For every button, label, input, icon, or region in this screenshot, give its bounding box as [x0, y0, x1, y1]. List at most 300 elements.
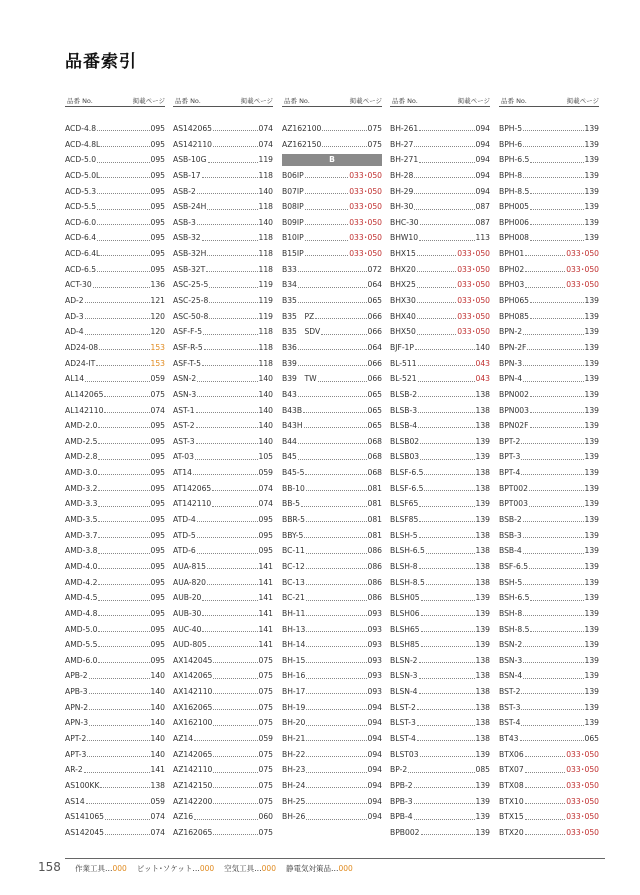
- page-reference: 139: [475, 499, 490, 509]
- leader-dots: [98, 427, 149, 428]
- part-number: ASC-50-8: [173, 311, 209, 321]
- page-reference: 033･050: [566, 812, 599, 822]
- part-number: BSN-4: [499, 671, 523, 681]
- index-entry: [173, 277, 273, 293]
- part-number: BL-511: [390, 358, 417, 368]
- leader-dots: [98, 537, 149, 538]
- leader-dots: [523, 381, 583, 382]
- index-entry: [390, 622, 490, 638]
- part-number: BH-22: [282, 749, 306, 759]
- page-reference: 064: [367, 280, 382, 290]
- index-entry: [499, 152, 599, 168]
- page-reference: 139: [584, 421, 599, 431]
- part-number: BSH-8.5: [499, 624, 530, 634]
- index-entry: [390, 152, 490, 168]
- index-entry: [390, 434, 490, 450]
- part-number: BTX10: [499, 796, 524, 806]
- index-entry: [390, 559, 490, 575]
- page-reference: 138: [475, 655, 490, 665]
- leader-dots: [305, 255, 349, 256]
- part-number: BLSH06: [390, 608, 420, 618]
- page-reference: 093: [367, 687, 382, 697]
- part-number: BPT-2: [499, 436, 521, 446]
- part-number: BHX50: [390, 327, 416, 337]
- index-column: [282, 94, 382, 822]
- leader-dots: [306, 600, 367, 601]
- index-entry: [173, 731, 273, 747]
- index-entry: [173, 637, 273, 653]
- leader-dots: [306, 631, 366, 632]
- index-entry: [65, 262, 165, 278]
- page-reference: 113: [475, 233, 490, 243]
- part-number: BB-10: [282, 483, 305, 493]
- leader-dots: [195, 459, 258, 460]
- page-reference: 087: [475, 217, 490, 227]
- leader-dots: [213, 693, 257, 694]
- part-number: AZ14: [173, 733, 194, 743]
- column-header-right: 掲載ページ: [132, 97, 165, 105]
- leader-dots: [426, 584, 475, 585]
- leader-dots: [530, 209, 584, 210]
- part-number: ASB-17: [173, 170, 201, 180]
- column-header: [282, 94, 382, 107]
- leader-dots: [521, 459, 583, 460]
- index-entry: [173, 606, 273, 622]
- footer-link[interactable]: [75, 864, 127, 873]
- index-entry: [499, 825, 599, 841]
- leader-dots: [105, 819, 149, 820]
- index-entry: [282, 528, 382, 544]
- footer-link-label: 空気工具…: [224, 864, 262, 873]
- part-number: AT142110: [173, 499, 212, 509]
- leader-dots: [213, 725, 257, 726]
- index-entry: [65, 356, 165, 372]
- leader-dots: [530, 600, 583, 601]
- page-reference: 141: [258, 624, 273, 634]
- leader-dots: [523, 584, 583, 585]
- leader-dots: [93, 287, 150, 288]
- page-reference: 095: [150, 655, 165, 665]
- leader-dots: [521, 474, 583, 475]
- footer-link-label: 静電気対策品…: [285, 864, 339, 873]
- page-reference: 138: [475, 468, 490, 478]
- page-reference: 139: [584, 655, 599, 665]
- part-number: BLST-4: [390, 733, 416, 743]
- index-entry: [173, 449, 273, 465]
- part-number: BST-2: [499, 687, 521, 697]
- page-reference: 066: [367, 311, 382, 321]
- leader-dots: [419, 537, 475, 538]
- footer-link-label: ビット･ソケット…: [136, 864, 200, 873]
- part-number: BSH-6.5: [499, 593, 530, 603]
- page-reference: 094: [475, 186, 490, 196]
- part-number: BLST03: [390, 749, 419, 759]
- page-reference: 140: [258, 436, 273, 446]
- page-reference: 139: [584, 640, 599, 650]
- part-number: BPB-4: [390, 812, 413, 822]
- index-entry: [65, 731, 165, 747]
- index-entry: [499, 309, 599, 325]
- index-entry: [499, 356, 599, 372]
- part-number: BPN02F: [499, 421, 529, 431]
- part-number: AMD-6.0: [65, 655, 98, 665]
- index-entry: [65, 528, 165, 544]
- index-entry: [65, 809, 165, 825]
- leader-dots: [529, 490, 584, 491]
- page-reference: 075: [367, 139, 382, 149]
- part-number: AMD-2.8: [65, 452, 98, 462]
- index-entry: [390, 731, 490, 747]
- leader-dots: [420, 756, 475, 757]
- index-entry: [499, 137, 599, 153]
- leader-dots: [419, 568, 475, 569]
- leader-dots: [306, 772, 366, 773]
- footer-divider: [65, 858, 605, 859]
- page-reference: 095: [150, 515, 165, 525]
- index-entry: [390, 246, 490, 262]
- page-reference: 153: [150, 342, 165, 352]
- page-reference: 043: [475, 374, 490, 384]
- index-entry: [65, 668, 165, 684]
- index-entry: [282, 465, 382, 481]
- page-reference: 139: [584, 702, 599, 712]
- page-reference: 095: [150, 264, 165, 274]
- leader-dots: [525, 271, 565, 272]
- page-reference: 093: [367, 655, 382, 665]
- part-number: BTX20: [499, 827, 524, 837]
- index-entry: [65, 559, 165, 575]
- index-entry: [65, 543, 165, 559]
- part-number: B39 TW: [282, 374, 317, 384]
- page-reference: 033･050: [457, 280, 490, 290]
- index-column: [390, 94, 490, 837]
- part-number: BPH085: [499, 311, 529, 321]
- index-entry: [282, 137, 382, 153]
- part-number: B39: [282, 358, 297, 368]
- part-number: BPN-3: [499, 358, 523, 368]
- index-entry: [173, 762, 273, 778]
- part-number: AZ162150: [282, 139, 322, 149]
- index-entry: [499, 622, 599, 638]
- index-entry: [390, 653, 490, 669]
- leader-dots: [304, 427, 367, 428]
- page-reference: 095: [150, 436, 165, 446]
- index-entry: [282, 778, 382, 794]
- index-entry: [390, 168, 490, 184]
- leader-dots: [202, 631, 257, 632]
- part-number: AS14: [65, 796, 85, 806]
- index-entry: [390, 543, 490, 559]
- leader-dots: [419, 162, 474, 163]
- page-reference: 094: [367, 812, 382, 822]
- index-entry: [173, 356, 273, 372]
- index-entry: [173, 387, 273, 403]
- page-reference: 139: [475, 593, 490, 603]
- part-number: AT14: [173, 468, 192, 478]
- leader-dots: [98, 490, 149, 491]
- index-entry: [499, 168, 599, 184]
- leader-dots: [98, 631, 149, 632]
- page-reference: 139: [584, 515, 599, 525]
- part-number: B36: [282, 342, 297, 352]
- index-entry: [173, 152, 273, 168]
- part-number: BPH03: [499, 280, 525, 290]
- leader-dots: [525, 255, 565, 256]
- page-reference: 138: [475, 718, 490, 728]
- index-entry: [499, 199, 599, 215]
- part-number: BTX06: [499, 749, 524, 759]
- index-entry: [499, 512, 599, 528]
- page-reference: 095: [150, 640, 165, 650]
- footer-link[interactable]: [286, 864, 353, 873]
- part-number: BPH-8: [499, 170, 523, 180]
- part-number: BH-13: [282, 624, 306, 634]
- part-number: AX162100: [173, 718, 213, 728]
- page-reference: 138: [475, 561, 490, 571]
- page-reference: 139: [584, 358, 599, 368]
- page-reference: 138: [475, 421, 490, 431]
- part-number: BPN003: [499, 405, 529, 415]
- page-reference: 033･050: [457, 249, 490, 259]
- leader-dots: [305, 224, 349, 225]
- page-reference: 075: [258, 749, 273, 759]
- part-number: APB-2: [65, 671, 88, 681]
- part-number: BPN002: [499, 389, 529, 399]
- leader-dots: [305, 209, 349, 210]
- page-reference: 095: [150, 139, 165, 149]
- page-reference: 094: [367, 765, 382, 775]
- part-number: BP-2: [390, 765, 408, 775]
- page-reference: 033･050: [349, 170, 382, 180]
- index-entry: [390, 324, 490, 340]
- part-number: BPH005: [499, 202, 529, 212]
- leader-dots: [527, 349, 583, 350]
- page-reference: 153: [150, 358, 165, 368]
- index-entry: [390, 418, 490, 434]
- part-number: B43H: [282, 421, 303, 431]
- part-number: AZ142200: [173, 796, 213, 806]
- index-entry: [499, 668, 599, 684]
- page-reference: 139: [584, 233, 599, 243]
- page-reference: 081: [367, 483, 382, 493]
- leader-dots: [417, 318, 456, 319]
- leader-dots: [306, 803, 366, 804]
- page-reference: 033･050: [566, 249, 599, 259]
- index-entry: [282, 715, 382, 731]
- index-entry: [282, 403, 382, 419]
- part-number: AX142045: [173, 655, 213, 665]
- index-entry: [173, 575, 273, 591]
- page-reference: 059: [150, 374, 165, 384]
- index-entry: [499, 637, 599, 653]
- page-reference: 074: [258, 124, 273, 133]
- page-reference: 138: [475, 389, 490, 399]
- leader-dots: [97, 209, 149, 210]
- part-number: BH-271: [390, 155, 419, 165]
- leader-dots: [424, 474, 474, 475]
- part-number: BPH-6: [499, 139, 523, 149]
- index-entry: [65, 715, 165, 731]
- leader-dots: [306, 584, 367, 585]
- leader-dots: [417, 302, 456, 303]
- leader-dots: [202, 600, 257, 601]
- page-reference: 095: [258, 530, 273, 540]
- page-reference: 094: [367, 733, 382, 743]
- part-number: AMD-3.5: [65, 515, 98, 525]
- part-number: B43B: [282, 405, 303, 415]
- page-reference: 075: [367, 124, 382, 133]
- leader-dots: [97, 162, 149, 163]
- part-number: BH-26: [282, 812, 306, 822]
- part-number: BLSB03: [390, 452, 420, 462]
- leader-dots: [207, 568, 257, 569]
- leader-dots: [298, 271, 367, 272]
- index-entry: [499, 715, 599, 731]
- part-number: AZ142065: [173, 749, 213, 759]
- page-reference: 033･050: [566, 749, 599, 759]
- index-entry: [282, 371, 382, 387]
- part-number: AMD-4.2: [65, 577, 98, 587]
- leader-dots: [209, 318, 257, 319]
- page-reference: 074: [258, 499, 273, 509]
- leader-dots: [523, 537, 584, 538]
- leader-dots: [315, 318, 366, 319]
- page-reference: 141: [150, 765, 165, 775]
- page-reference: 139: [584, 593, 599, 603]
- leader-dots: [418, 427, 474, 428]
- leader-dots: [197, 224, 258, 225]
- page-reference: 139: [584, 577, 599, 587]
- index-entry: [499, 465, 599, 481]
- part-number: B10IP: [282, 233, 304, 243]
- index-entry: [173, 794, 273, 810]
- leader-dots: [306, 693, 366, 694]
- part-number: BLSB02: [390, 436, 420, 446]
- footer-link[interactable]: [137, 864, 214, 873]
- leader-dots: [421, 631, 475, 632]
- page-reference: 095: [150, 468, 165, 478]
- leader-dots: [306, 553, 367, 554]
- part-number: BPT002: [499, 483, 528, 493]
- part-number: BBR-5: [282, 515, 305, 525]
- index-entry: [499, 387, 599, 403]
- leader-dots: [322, 130, 366, 131]
- part-number: AMD-3.3: [65, 499, 98, 509]
- leader-dots: [523, 177, 583, 178]
- leader-dots: [414, 819, 475, 820]
- index-entry: [390, 465, 490, 481]
- index-entry: [282, 230, 382, 246]
- part-number: B44: [282, 436, 297, 446]
- index-entry: [173, 512, 273, 528]
- part-number: AL142110: [65, 405, 104, 415]
- part-number: BH-11: [282, 608, 306, 618]
- page-reference: 033･050: [566, 827, 599, 837]
- page-reference: 141: [258, 640, 273, 650]
- page-reference: 118: [258, 202, 273, 212]
- part-number: AZ162100: [282, 124, 322, 133]
- part-number: BH-20: [282, 718, 306, 728]
- page-reference: 139: [584, 546, 599, 556]
- part-number: AUB-20: [173, 593, 202, 603]
- part-number: AS142110: [173, 139, 213, 149]
- index-entry: [173, 309, 273, 325]
- leader-dots: [523, 334, 583, 335]
- part-number: BLSN-3: [390, 671, 418, 681]
- leader-dots: [84, 772, 150, 773]
- index-entry: [173, 496, 273, 512]
- page-reference: 094: [367, 780, 382, 790]
- part-number: AUA-820: [173, 577, 207, 587]
- index-entry: [390, 809, 490, 825]
- part-number: B06IP: [282, 170, 304, 180]
- part-number: BC-12: [282, 561, 305, 571]
- page-reference: 093: [367, 640, 382, 650]
- index-entry: [499, 215, 599, 231]
- page-reference: 139: [584, 186, 599, 196]
- part-number: AS100KK: [65, 780, 100, 790]
- index-entry: [282, 496, 382, 512]
- part-number: APB-3: [65, 687, 88, 697]
- page-reference: 118: [258, 170, 273, 180]
- page-reference: 060: [258, 812, 273, 822]
- part-number: BLSH85: [390, 640, 420, 650]
- part-number: APT-2: [65, 733, 87, 743]
- footer-link[interactable]: [224, 864, 276, 873]
- page-reference: 066: [367, 327, 382, 337]
- page-reference: 140: [150, 671, 165, 681]
- index-entry: [282, 215, 382, 231]
- leader-dots: [196, 443, 258, 444]
- page-reference: 066: [367, 374, 382, 384]
- index-entry: [173, 715, 273, 731]
- leader-dots: [525, 287, 565, 288]
- index-entry: [499, 449, 599, 465]
- page-reference: 139: [584, 374, 599, 384]
- index-entry: [173, 653, 273, 669]
- index-entry: [173, 168, 273, 184]
- part-number: BH-30: [390, 202, 414, 212]
- page-reference: 094: [475, 139, 490, 149]
- leader-dots: [87, 740, 149, 741]
- part-number: BHX40: [390, 311, 416, 321]
- index-entry: [499, 731, 599, 747]
- page-reference: 121: [150, 296, 165, 306]
- part-number: AMD-3.8: [65, 546, 98, 556]
- page-reference: 075: [258, 655, 273, 665]
- index-entry: [65, 684, 165, 700]
- page-reference: 140: [258, 374, 273, 384]
- leader-dots: [202, 615, 257, 616]
- page-reference: 119: [258, 311, 273, 321]
- page-reference: 094: [367, 749, 382, 759]
- part-number: BH-14: [282, 640, 306, 650]
- column-header-left: 品番 No.: [284, 97, 310, 105]
- part-number: B15IP: [282, 249, 304, 259]
- leader-dots: [97, 130, 149, 131]
- part-number: BH-16: [282, 671, 306, 681]
- leader-dots: [521, 709, 583, 710]
- part-number: BPH02: [499, 264, 525, 274]
- leader-dots: [521, 725, 583, 726]
- page-reference: 095: [150, 202, 165, 212]
- leader-dots: [530, 631, 583, 632]
- index-entry: [390, 137, 490, 153]
- index-entry: [499, 277, 599, 293]
- leader-dots: [213, 662, 257, 663]
- leader-dots: [196, 412, 258, 413]
- index-entry: [282, 668, 382, 684]
